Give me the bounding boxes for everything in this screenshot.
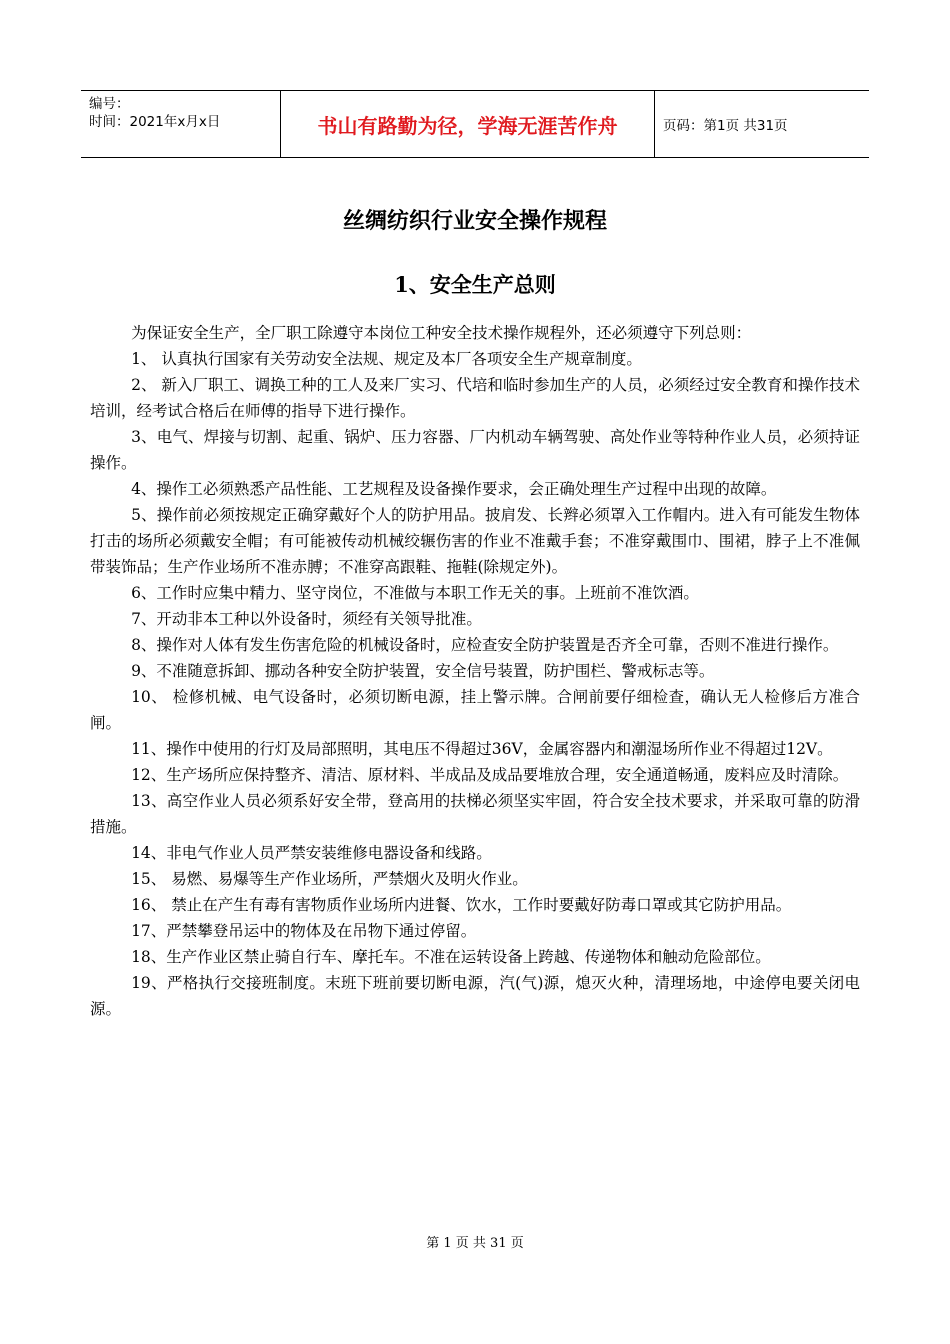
paragraph: 7、开动非本工种以外设备时，须经有关领导批准。	[131, 610, 482, 628]
paragraph: 为保证安全生产，全厂职工除遵守本岗位工种安全技术操作规程外，还必须遵守下列总则：	[131, 324, 752, 342]
document-header	[81, 90, 869, 158]
paragraph: 2、 新入厂职工、调换工种的工人及来厂实习、代培和临时参加生产的人员，必须经过安全教育和操作技术培训，经考试合格后在师傅的指导下进行操作。	[90, 376, 860, 420]
paragraph: 3、电气、焊接与切割、起重、锅炉、压力容器、厂内机动车辆驾驶、高处作业等特种作业人员，必须持证操作。	[90, 428, 860, 472]
page-footer: 第 1 页 共 31 页	[426, 1236, 524, 1251]
document-title: 丝绸纺织行业安全操作规程	[342, 209, 607, 234]
paragraph: 17、严禁攀登吊运中的物体及在吊物下通过停留。	[131, 922, 477, 940]
paragraph: 10、 检修机械、电气设备时，必须切断电源，挂上警示牌。合闸前要仔细检查，确认无人检修后方准合闸。	[90, 688, 860, 732]
paragraph: 6、工作时应集中精力、坚守岗位，不准做与本职工作无关的事。上班前不准饮酒。	[131, 584, 699, 602]
paragraph: 14、非电气作业人员严禁安装维修电器设备和线路。	[131, 844, 492, 862]
paragraph: 9、不准随意拆卸、挪动各种安全防护装置，安全信号装置，防护围栏、警戒标志等。	[131, 662, 715, 680]
paragraph: 16、 禁止在产生有毒有害物质作业场所内进餐、饮水，工作时要戴好防毒口罩或其它防护用品。	[131, 896, 792, 914]
time-label: 时间：2021年x月x日	[89, 114, 221, 130]
paragraph: 19、严格执行交接班制度。末班下班前要切断电源，汽(气)源，熄灭火种，清理场地，中途停电要关闭电源。	[90, 974, 860, 1018]
header-motto: 书山有路勤为径，学海无涯苦作舟	[281, 91, 655, 157]
section-title: 1、安全生产总则	[394, 272, 556, 297]
paragraph: 13、高空作业人员必须系好安全带，登高用的扶梯必须坚实牢固，符合安全技术要求，并采取可靠的防滑措施。	[90, 792, 860, 836]
paragraph: 15、 易燃、易爆等生产作业场所，严禁烟火及明火作业。	[131, 870, 528, 888]
header-info-cell	[81, 91, 281, 157]
serial-label: 编号：	[89, 96, 130, 112]
paragraph: 1、 认真执行国家有关劳动安全法规、规定及本厂各项安全生产规章制度。	[131, 350, 642, 368]
document-body	[90, 320, 860, 1022]
header-page-info: 页码：第1页 共31页	[663, 118, 788, 134]
paragraph: 11、操作中使用的行灯及局部照明，其电压不得超过36V，金属容器内和潮湿场所作业不得超过12V。	[131, 740, 833, 758]
paragraph: 4、操作工必须熟悉产品性能、工艺规程及设备操作要求，会正确处理生产过程中出现的故障。	[131, 480, 777, 498]
paragraph: 5、操作前必须按规定正确穿戴好个人的防护用品。披肩发、长辫必须罩入工作帽内。进入有可能发生物体打击的场所必须戴安全帽；有可能被传动机械绞辗伤害的作业不准戴手套；不准穿戴围巾、围裙，脖子上不准佩带装饰品；生产作业场所不准赤膊；不准穿高跟鞋、拖鞋(除规定外)。	[90, 506, 860, 576]
paragraph: 8、操作对人体有发生伤害危险的机械设备时，应检查安全防护装置是否齐全可靠，否则不准进行操作。	[131, 636, 839, 654]
paragraph: 12、生产场所应保持整齐、清洁、原材料、半成品及成品要堆放合理，安全通道畅通，废料应及时清除。	[131, 766, 849, 784]
paragraph: 18、生产作业区禁止骑自行车、摩托车。不准在运转设备上跨越、传递物体和触动危险部位。	[131, 948, 771, 966]
